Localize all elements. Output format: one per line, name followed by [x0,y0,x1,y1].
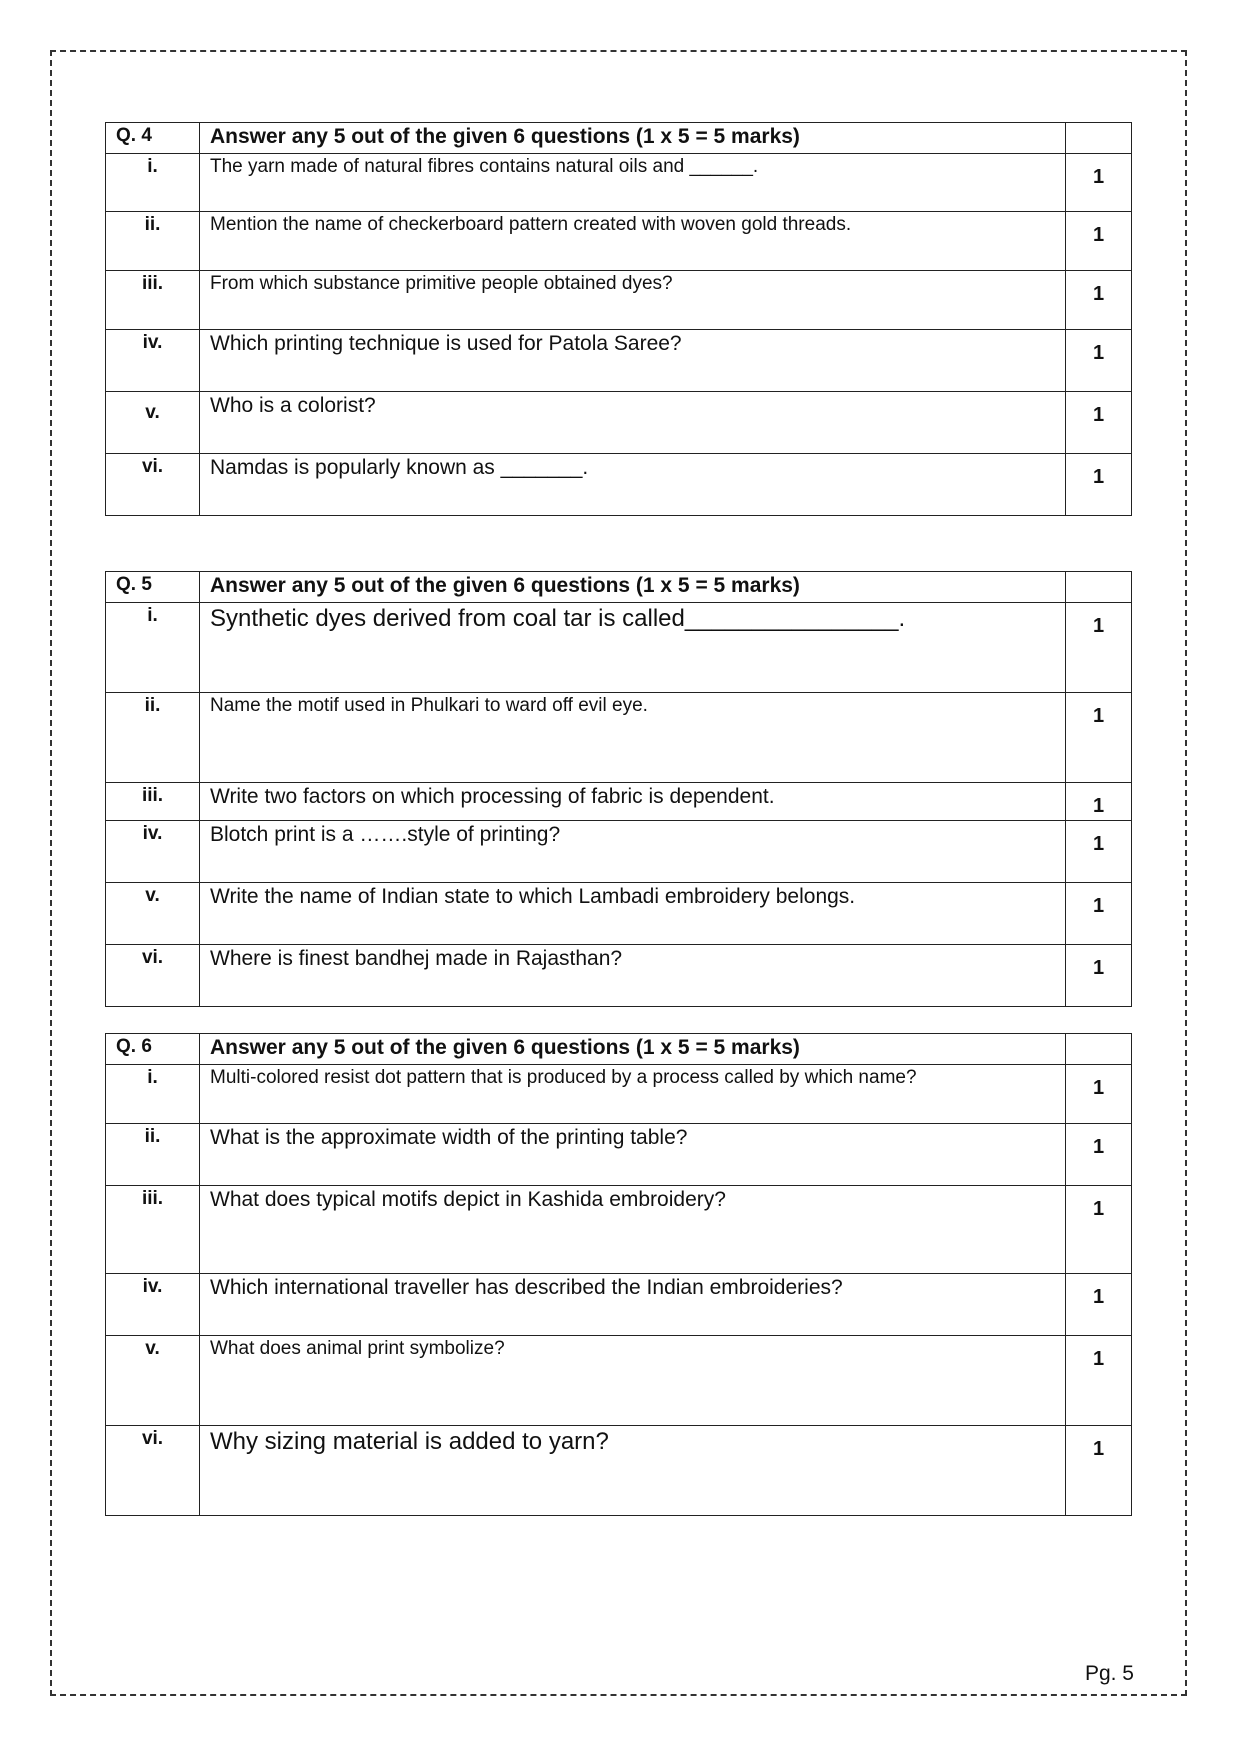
item-marks: 1 [1066,945,1132,1007]
item-marks: 1 [1066,1186,1132,1274]
marks-header-cell [1066,572,1132,603]
table-row [106,603,1132,693]
question-header-row [106,1034,1132,1065]
item-number: ii. [106,693,200,783]
table-row [106,821,1132,883]
question-header-row [106,123,1132,154]
item-marks: 1 [1066,1124,1132,1186]
question-table-q6 [105,1033,1132,1516]
item-number: i. [106,603,200,693]
item-text: Which printing technique is used for Patola Saree? [200,330,1066,392]
item-text: Blotch print is a …….style of printing? [200,821,1066,883]
item-number: iii. [106,1186,200,1274]
item-text: Which international traveller has described the Indian embroideries? [200,1274,1066,1336]
item-marks: 1 [1066,821,1132,883]
question-number: Q. 5 [106,572,200,603]
item-text: Multi-colored resist dot pattern that is produced by a process called by which name? [200,1065,1066,1124]
item-text: From which substance primitive people obtained dyes? [200,271,1066,330]
item-text: Why sizing material is added to yarn? [200,1426,1066,1516]
item-number: i. [106,1065,200,1124]
item-marks: 1 [1066,1274,1132,1336]
table-row [106,330,1132,392]
table-row [106,693,1132,783]
question-heading: Answer any 5 out of the given 6 questions (1 x 5 = 5 marks) [200,572,1066,603]
table-row [106,1426,1132,1516]
item-text: Name the motif used in Phulkari to ward off evil eye. [200,693,1066,783]
item-number: iv. [106,821,200,883]
item-number: v. [106,1336,200,1426]
table-row [106,945,1132,1007]
item-marks: 1 [1066,330,1132,392]
question-number: Q. 4 [106,123,200,154]
table-row [106,1186,1132,1274]
item-number: iv. [106,1274,200,1336]
item-marks: 1 [1066,212,1132,271]
table-row [106,783,1132,821]
item-marks: 1 [1066,271,1132,330]
item-number: vi. [106,945,200,1007]
question-table-q5 [105,571,1132,1007]
item-text: The yarn made of natural fibres contains natural oils and ______. [200,154,1066,212]
item-marks: 1 [1066,693,1132,783]
item-number: i. [106,154,200,212]
item-text: What does typical motifs depict in Kashida embroidery? [200,1186,1066,1274]
marks-header-cell [1066,1034,1132,1065]
table-row [106,1336,1132,1426]
item-number: v. [106,392,200,454]
item-marks: 1 [1066,154,1132,212]
item-text: What is the approximate width of the printing table? [200,1124,1066,1186]
item-text: Write the name of Indian state to which Lambadi embroidery belongs. [200,883,1066,945]
item-number: v. [106,883,200,945]
item-text: Who is a colorist? [200,392,1066,454]
item-number: ii. [106,1124,200,1186]
item-marks: 1 [1066,1426,1132,1516]
question-header-row [106,572,1132,603]
table-row [106,1065,1132,1124]
item-text: Mention the name of checkerboard pattern created with woven gold threads. [200,212,1066,271]
question-number: Q. 6 [106,1034,200,1065]
item-marks: 1 [1066,603,1132,693]
item-number: vi. [106,454,200,516]
item-number: vi. [106,1426,200,1516]
table-row [106,212,1132,271]
item-number: iv. [106,330,200,392]
item-marks: 1 [1066,783,1132,821]
item-number: iii. [106,271,200,330]
table-row [106,392,1132,454]
item-marks: 1 [1066,454,1132,516]
item-text: Write two factors on which processing of fabric is dependent. [200,783,1066,821]
question-heading: Answer any 5 out of the given 6 questions (1 x 5 = 5 marks) [200,123,1066,154]
item-marks: 1 [1066,1065,1132,1124]
item-text: Namdas is popularly known as _______. [200,454,1066,516]
table-row [106,154,1132,212]
table-row [106,1274,1132,1336]
item-marks: 1 [1066,1336,1132,1426]
question-table-q4 [105,122,1132,516]
item-text: Where is finest bandhej made in Rajasthan? [200,945,1066,1007]
marks-header-cell [1066,123,1132,154]
table-row [106,883,1132,945]
table-row [106,1124,1132,1186]
item-text: Synthetic dyes derived from coal tar is called________________. [200,603,1066,693]
question-heading: Answer any 5 out of the given 6 questions (1 x 5 = 5 marks) [200,1034,1066,1065]
item-number: iii. [106,783,200,821]
item-marks: 1 [1066,883,1132,945]
table-row [106,271,1132,330]
item-number: ii. [106,212,200,271]
table-row [106,454,1132,516]
page-number: Pg. 5 [1084,1662,1134,1685]
item-marks: 1 [1066,392,1132,454]
item-text: What does animal print symbolize? [200,1336,1066,1426]
